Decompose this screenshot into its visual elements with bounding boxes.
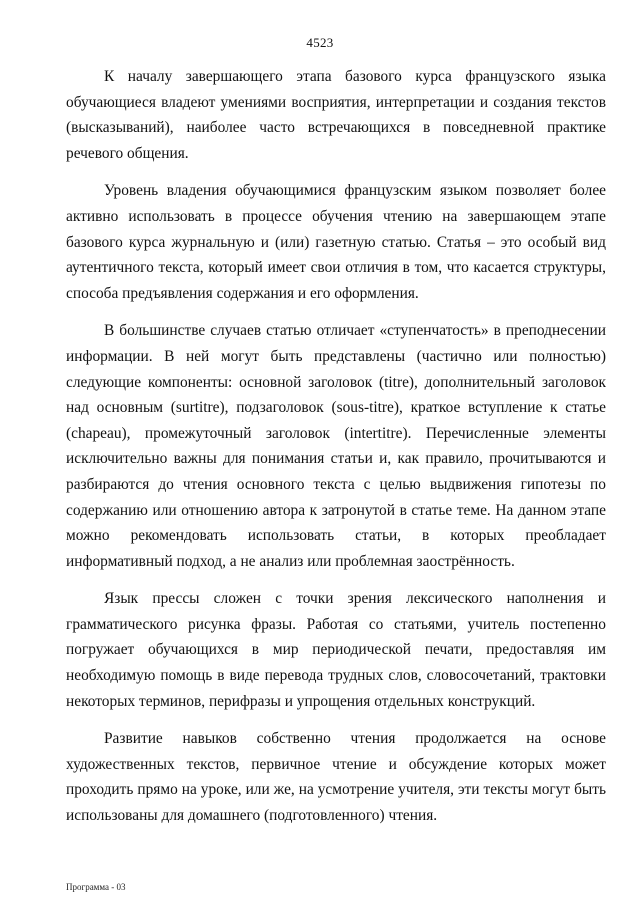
paragraph-literary-reading: Развитие навыков собственно чтения продолжается на основе художественных текстов, первичное чтение и обсуждение которых может проходить прямо на уроке, или же, на усмотрение учителя, эти тексты могут быть использованы для домашнего (подготовленного) чтения. bbox=[66, 730, 606, 825]
paragraph-article-structure: В большинстве случаев статью отличает «ступенчатость» в преподнесении информации. В ней могут быть представлены (частично или полностью) следующие компоненты: основной заголовок (titre), дополнительный заголовок над основным (surtitre), подзаголовок (sous-titre), краткое вступление к статье (chapeau), промежуточный заголовок (intertitre). Перечисленные элементы исключительно важны для понимания статьи и, как правило, прочитываются и разбираются до чтения основного текста с целью выдвижения гипотезы по содержанию или отношению автора к затронутой в статье теме. На данном этапе можно рекомендовать использовать статьи, в которых преобладает информативный подход, а не анализ или проблемная заострённость. bbox=[66, 322, 606, 570]
paragraph-intro: К началу завершающего этапа базового курса французского языка обучающиеся владеют умениями восприятия, интерпретации и создания текстов (высказываний), наиболее часто встречающихся в повседневной практике речевого общения. bbox=[66, 68, 606, 162]
footer-label: Программа - 03 bbox=[66, 882, 126, 892]
paragraph-reading-level: Уровень владения обучающимися французским языком позволяет более активно использовать в процессе обучения чтению на завершающем этапе базового курса журнальную и (или) газетную статью. Статья – это особый вид аутентичного текста, который имеет свои отличия в том, что касается структуры, способа предъявления содержания и его оформления. bbox=[66, 182, 606, 302]
paragraph-press-language: Язык прессы сложен с точки зрения лексического наполнения и грамматического рисунка фразы. Работая со статьями, учитель постепенно погружает обучающихся в мир периодической печати, предоставляя им необходимую помощь в виде перевода трудных слов, словосочетаний, трактовки некоторых терминов, перифразы и упрощения отдельных конструкций. bbox=[66, 590, 606, 710]
document-body bbox=[66, 64, 606, 841]
page-number: 4523 bbox=[306, 35, 334, 50]
